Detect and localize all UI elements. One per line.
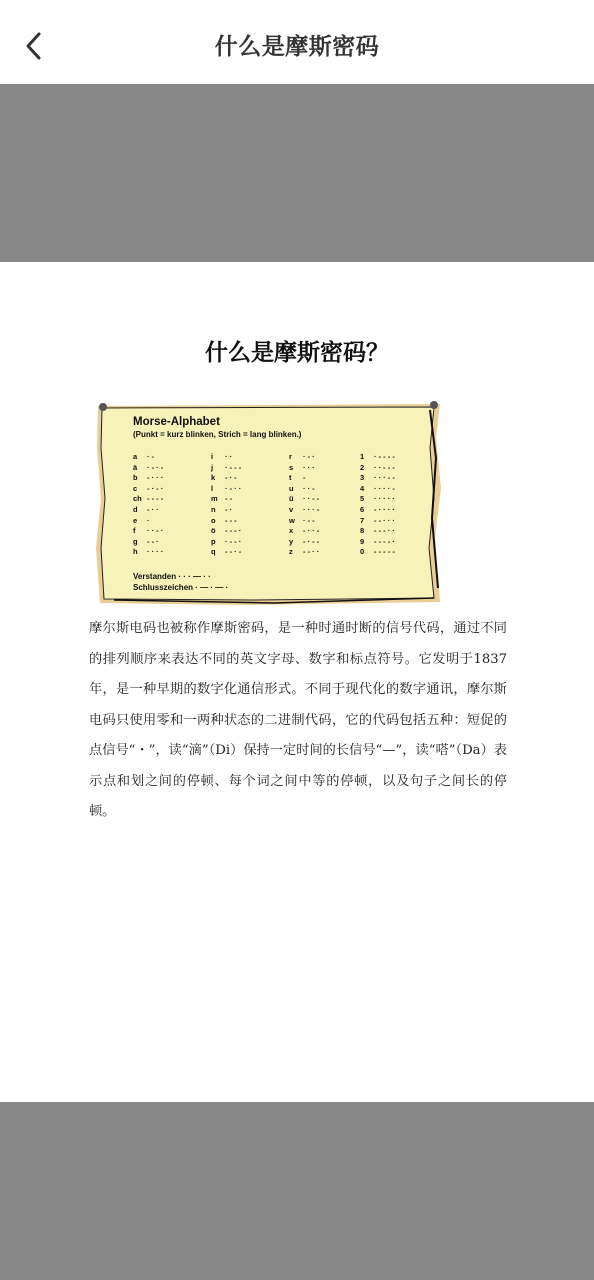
morse-code: · - - - [225, 462, 242, 472]
morse-row [133, 537, 163, 548]
morse-footer-end: Schlusszeichen · — · — · [133, 583, 229, 592]
morse-row [133, 463, 163, 474]
morse-char: q [211, 547, 216, 557]
morse-code: - - - - - [374, 547, 395, 557]
morse-char: z [289, 547, 293, 557]
morse-column-1 [133, 452, 163, 558]
morse-char: 9 [360, 536, 365, 546]
morse-row [133, 473, 163, 484]
morse-image-subtitle: (Punkt = kurz blinken, Strich = lang blinken.) [133, 430, 302, 439]
morse-column-4 [360, 452, 395, 558]
morse-char: c [133, 483, 138, 493]
morse-code: · · · - [303, 504, 320, 514]
morse-row [211, 484, 241, 495]
morse-char: u [289, 483, 294, 493]
morse-code: - - · · [303, 547, 320, 557]
morse-code: · · · · · [374, 494, 395, 504]
morse-char: b [133, 473, 138, 483]
morse-row [360, 484, 395, 495]
morse-row [211, 473, 241, 484]
morse-row [133, 505, 163, 516]
morse-image-title: Morse-Alphabet [133, 416, 220, 428]
top-gray-banner [0, 84, 594, 262]
morse-row [133, 516, 163, 527]
morse-char: a [133, 452, 138, 461]
article-title: 什么是摩斯密码？ [205, 339, 389, 366]
morse-code: · - · · [225, 483, 242, 493]
morse-row [211, 452, 241, 463]
morse-char: s [289, 462, 294, 472]
morse-row [360, 537, 395, 548]
morse-row [289, 516, 319, 527]
morse-char: ö [211, 526, 216, 536]
morse-row [360, 463, 395, 474]
morse-char: y [289, 536, 294, 546]
morse-code: · - - [303, 515, 315, 525]
morse-row [211, 494, 241, 505]
morse-char: 0 [360, 547, 365, 557]
bottom-gray-banner [0, 1102, 594, 1280]
morse-char: 4 [360, 483, 365, 493]
morse-code: · · - - [303, 494, 320, 504]
morse-char: ä [133, 462, 138, 472]
morse-char: r [289, 452, 292, 461]
morse-char: l [211, 483, 214, 493]
morse-row [211, 537, 241, 548]
morse-char: p [211, 536, 216, 546]
morse-code: - - - · [225, 526, 242, 536]
morse-char: 1 [360, 452, 365, 461]
morse-row [360, 547, 395, 558]
morse-code: - · - [225, 473, 237, 483]
article-body: 摩尔斯电码也被称作摩斯密码，是一种时通时断的信号代码，通过不同的排列顺序来表达不同的英文字母、数字和标点符号。它发明于1837 年，是一种早期的数字化通信形式。不同于现代化的数字通讯，摩尔斯电码只使用零和一两种状态的二进制代码，它的代码包括五种：短促的点信号“・”，读“滴”（Di）保持一定时间的长信号“—”，读“嗒”（Da）表示点和划之间的停顿、每个词之间中等的停顿，以及句子之间长的停顿。 [89, 621, 507, 819]
morse-row [211, 526, 241, 537]
morse-row [211, 547, 241, 558]
morse-char: k [211, 473, 216, 483]
morse-code: - - · - [225, 547, 242, 557]
morse-alphabet-text [94, 398, 444, 608]
morse-code: - - - - · [374, 536, 395, 546]
morse-code: · · · - - [374, 473, 395, 483]
morse-code: · · - · [147, 526, 164, 536]
page-title: 什么是摩斯密码 [214, 34, 380, 60]
morse-row [289, 547, 319, 558]
morse-column-2 [211, 452, 241, 558]
morse-code: · [147, 515, 150, 525]
morse-column-3 [289, 452, 319, 558]
morse-code: - - · · · [374, 515, 395, 525]
morse-char: n [211, 504, 216, 514]
morse-footer-understood: Verstanden · · · — · · [133, 572, 211, 581]
morse-char: e [133, 515, 138, 525]
morse-code: · · · [303, 462, 315, 472]
morse-row [133, 484, 163, 495]
morse-char: j [211, 462, 214, 472]
morse-row [211, 463, 241, 474]
morse-code: · · [225, 452, 233, 461]
morse-code: - · · - [303, 526, 320, 536]
morse-code: - · - · [147, 483, 164, 493]
morse-row [289, 505, 319, 516]
morse-code: - - [225, 494, 233, 504]
morse-code: · - · - [147, 462, 164, 472]
morse-code: - - - · · [374, 526, 395, 536]
morse-code: - · - - [303, 536, 320, 546]
morse-char: v [289, 504, 294, 514]
morse-row [133, 452, 163, 463]
morse-row [289, 452, 319, 463]
morse-char: d [133, 504, 138, 514]
morse-code: · · · · - [374, 483, 395, 493]
morse-code: · · - - - [374, 462, 395, 472]
morse-char: 7 [360, 515, 365, 525]
morse-code: - - - - [147, 494, 164, 504]
morse-row [289, 537, 319, 548]
morse-code: - - · [147, 536, 159, 546]
morse-code: - [303, 473, 306, 483]
morse-row [133, 526, 163, 537]
morse-char: t [289, 473, 292, 483]
morse-char: o [211, 515, 216, 525]
morse-char: i [211, 452, 214, 461]
morse-row [289, 526, 319, 537]
morse-row [360, 516, 395, 527]
morse-code: · - · [303, 452, 315, 461]
morse-char: g [133, 536, 138, 546]
morse-char: 3 [360, 473, 365, 483]
morse-row [289, 473, 319, 484]
morse-char: 8 [360, 526, 365, 536]
morse-code: · - - - - [374, 452, 395, 461]
morse-code: - · [225, 504, 233, 514]
morse-char: f [133, 526, 136, 536]
morse-char: x [289, 526, 294, 536]
morse-char: ü [289, 494, 294, 504]
morse-row [360, 505, 395, 516]
morse-char: h [133, 547, 138, 557]
morse-row [360, 494, 395, 505]
morse-char: 6 [360, 504, 365, 514]
morse-code: - · · [147, 504, 159, 514]
morse-row [360, 473, 395, 484]
morse-code: · - [147, 452, 155, 461]
morse-row [133, 494, 163, 505]
morse-code: - · · · · [374, 504, 395, 514]
morse-code: - - - [225, 515, 237, 525]
morse-char: w [289, 515, 295, 525]
morse-row [289, 463, 319, 474]
top-bar [0, 0, 594, 84]
morse-row [289, 484, 319, 495]
morse-char: 2 [360, 462, 365, 472]
morse-row [211, 516, 241, 527]
morse-code: · · · · [147, 547, 164, 557]
morse-row [211, 505, 241, 516]
morse-code: - · · · [147, 473, 164, 483]
morse-code: · - - · [225, 536, 242, 546]
morse-row [360, 526, 395, 537]
morse-row [133, 547, 163, 558]
morse-char: m [211, 494, 218, 504]
morse-row [360, 452, 395, 463]
morse-char: 5 [360, 494, 365, 504]
morse-code: · · - [303, 483, 315, 493]
morse-row [289, 494, 319, 505]
morse-char: ch [133, 494, 142, 504]
